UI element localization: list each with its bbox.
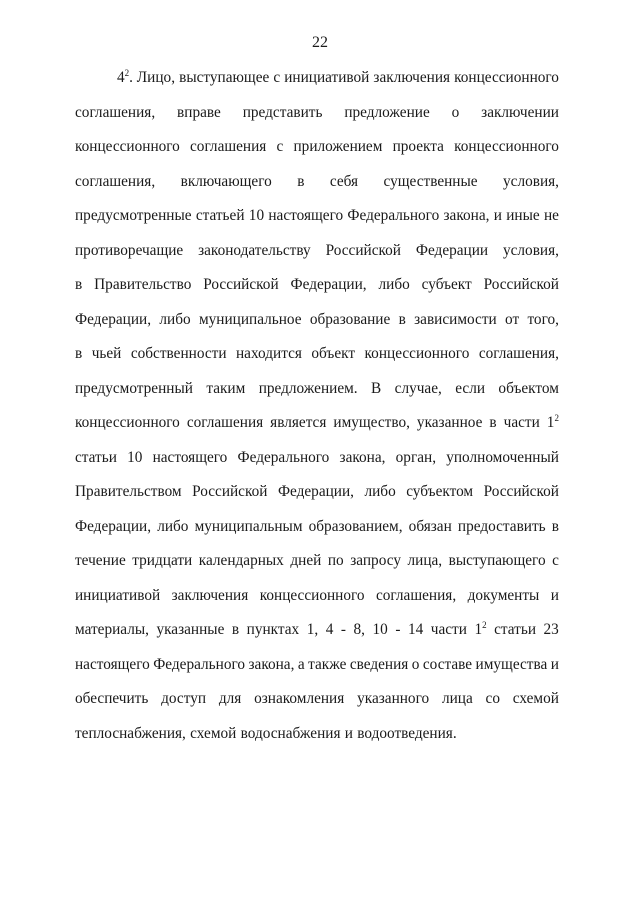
word: концессионного — [454, 138, 559, 155]
word: случае, — [394, 379, 442, 397]
word: включающего — [180, 172, 272, 190]
word: соглашения, — [375, 586, 457, 604]
word: в — [489, 414, 497, 431]
word: - — [395, 621, 401, 638]
word: для — [218, 690, 242, 707]
word: указанного — [357, 690, 430, 707]
word: 8, — [353, 621, 365, 638]
text-line — [75, 275, 559, 310]
word: муниципальным — [194, 517, 303, 535]
word: Российской — [483, 276, 559, 293]
word: Федерации — [415, 241, 489, 259]
word: водоснабжения — [240, 724, 341, 742]
word: субъект — [421, 276, 472, 293]
word: концессионного — [364, 345, 470, 362]
word: и — [550, 586, 559, 604]
text-line — [75, 137, 559, 172]
word: Федерации, — [277, 483, 355, 500]
word: инициативой — [75, 586, 161, 604]
text-line — [75, 448, 559, 483]
word: доступ — [161, 690, 207, 707]
word: и — [493, 207, 502, 224]
word: составе — [422, 655, 473, 673]
word: соглашения, — [75, 172, 156, 190]
word: существенные — [383, 172, 478, 190]
text-line — [75, 379, 559, 414]
word: указанное — [416, 414, 483, 431]
word: имущества — [475, 655, 548, 673]
word: части — [430, 621, 467, 638]
word: заключения — [373, 69, 451, 86]
word: запросу — [350, 552, 401, 569]
word: Федерации, — [290, 276, 367, 293]
word: статьи — [75, 448, 117, 466]
word: концессионного — [454, 69, 559, 86]
word: обязан — [408, 517, 452, 535]
word: закона, — [339, 448, 386, 466]
word: предусмотренные — [75, 207, 192, 224]
word: имущество, — [333, 414, 410, 431]
word: в — [75, 345, 83, 362]
word: либо — [159, 310, 191, 328]
word: Федерации, — [75, 310, 152, 328]
word: Российской — [483, 483, 559, 500]
word: статьей — [195, 207, 245, 224]
word: закона, — [248, 655, 295, 673]
word: о — [411, 655, 420, 673]
word: предложение — [344, 103, 430, 121]
word: вправе — [177, 103, 221, 121]
word: концессионного — [75, 414, 180, 431]
word: образование — [309, 310, 391, 328]
word: не — [543, 207, 559, 224]
word: Российской — [203, 276, 279, 293]
word: объект — [311, 345, 356, 362]
word: Российской — [325, 241, 401, 259]
word: водоотведения. — [357, 724, 457, 742]
word: со — [485, 690, 500, 707]
word: предусмотренный — [75, 379, 193, 397]
word: календарных — [198, 552, 284, 569]
word: проекта — [392, 138, 444, 155]
word: Федерального — [347, 207, 440, 224]
word: с — [552, 552, 559, 569]
word: документы — [467, 586, 540, 604]
word: материалы, — [75, 621, 149, 638]
word: $1^2$ — [474, 620, 487, 638]
word: настоящего — [152, 448, 228, 466]
word: чьей — [91, 345, 122, 362]
word: о — [451, 103, 460, 121]
word: Правительством — [75, 483, 182, 500]
word: заключении — [481, 103, 559, 121]
word: предоставить — [457, 517, 546, 535]
word: соглашения — [186, 414, 264, 431]
word: представить — [242, 103, 323, 121]
text-line — [75, 310, 559, 345]
paragraph-body — [75, 68, 559, 758]
word: в — [231, 621, 240, 638]
word: если — [455, 379, 486, 397]
word: схемой — [512, 690, 559, 707]
word: 10 — [372, 621, 388, 638]
word: зависимости — [414, 310, 497, 328]
word: соглашения — [190, 138, 267, 155]
word: соглашения, — [75, 103, 156, 121]
clause-marker-superscript: 2 — [124, 68, 130, 78]
part-superscript: 2 — [554, 413, 559, 423]
word: того, — [527, 310, 559, 328]
text-line — [75, 655, 559, 690]
word: в — [398, 310, 406, 328]
word: 10 — [248, 207, 265, 224]
word: закона, — [443, 207, 490, 224]
text-line — [75, 172, 559, 207]
word: а — [297, 655, 305, 673]
word: от — [505, 310, 520, 328]
word: либо — [378, 276, 410, 293]
word: и — [550, 655, 559, 673]
text-line — [75, 103, 559, 138]
word: либо — [157, 517, 189, 535]
text-line — [75, 620, 559, 655]
part-superscript: 2 — [482, 620, 487, 630]
word: 10 — [127, 448, 143, 466]
word: обеспечить — [75, 690, 149, 707]
word: противоречащие — [75, 241, 184, 259]
word: лица — [441, 690, 473, 707]
text-line — [75, 724, 559, 759]
text-line — [75, 68, 559, 103]
word: - — [340, 621, 346, 638]
word: течение — [75, 552, 126, 569]
word: иные — [506, 207, 540, 224]
word: 1, — [306, 621, 319, 638]
word: 14 — [407, 621, 424, 638]
word: по — [327, 552, 344, 569]
word: ознакомления — [254, 690, 345, 707]
text-line — [75, 689, 559, 724]
text-line — [75, 344, 559, 379]
word: $1^2$ — [546, 413, 559, 431]
page-number: 22 — [312, 34, 328, 51]
word: Федерального — [237, 448, 330, 466]
word: пунктах — [246, 621, 300, 638]
word: субъектом — [406, 483, 474, 500]
word: сведения — [349, 655, 409, 673]
word: в — [75, 276, 83, 293]
word: является — [270, 414, 327, 431]
word: лица, — [407, 552, 443, 569]
word: Правительство — [94, 276, 192, 293]
word: 23 — [543, 621, 559, 638]
word: выступающего — [448, 552, 546, 569]
word: соглашения, — [478, 345, 559, 362]
word: настоящего — [75, 655, 150, 673]
word: статьи — [494, 621, 537, 638]
text-line — [75, 586, 559, 621]
clause-marker: $4^2$. Лицо, — [117, 68, 176, 86]
word: образованием, — [308, 517, 403, 535]
word: также — [308, 655, 347, 673]
word: инициативой — [284, 69, 370, 86]
word: с — [273, 69, 281, 86]
word: схемой — [190, 724, 237, 742]
word: и — [344, 724, 353, 742]
word: законодательству — [198, 241, 311, 259]
word: условия, — [502, 241, 559, 259]
word: с — [276, 138, 284, 155]
word: муниципальное — [198, 310, 302, 328]
word: настоящего — [268, 207, 344, 224]
word: предложением. — [258, 379, 358, 397]
word: 4 — [325, 621, 334, 638]
text-line — [75, 517, 559, 552]
word: В — [371, 379, 382, 397]
word: концессионного — [259, 586, 365, 604]
word: теплоснабжения, — [75, 724, 186, 742]
word: Федерации, — [75, 517, 152, 535]
word: концессионного — [75, 138, 180, 155]
word: либо — [364, 483, 396, 500]
word: в — [297, 172, 305, 190]
text-line — [75, 206, 559, 241]
word: Российской — [192, 483, 268, 500]
text-line — [75, 413, 559, 448]
text-line — [75, 241, 559, 276]
word: указанные — [156, 621, 225, 638]
word: находится — [235, 345, 302, 362]
word: уполномоченный — [446, 448, 559, 466]
word: себя — [329, 172, 359, 190]
text-line — [75, 551, 559, 586]
word: условия, — [503, 172, 559, 190]
word: тридцати — [132, 552, 193, 569]
word: части — [503, 414, 540, 431]
word: в — [551, 517, 559, 535]
word: объектом — [498, 379, 559, 397]
word: Федерального — [153, 655, 246, 673]
word: таким — [206, 379, 246, 397]
word: собственности — [130, 345, 227, 362]
word: орган, — [395, 448, 437, 466]
word: дней — [290, 552, 322, 569]
text-line — [75, 482, 559, 517]
word: выступающее — [179, 69, 270, 86]
word: приложением — [293, 138, 383, 155]
word: заключения — [171, 586, 249, 604]
